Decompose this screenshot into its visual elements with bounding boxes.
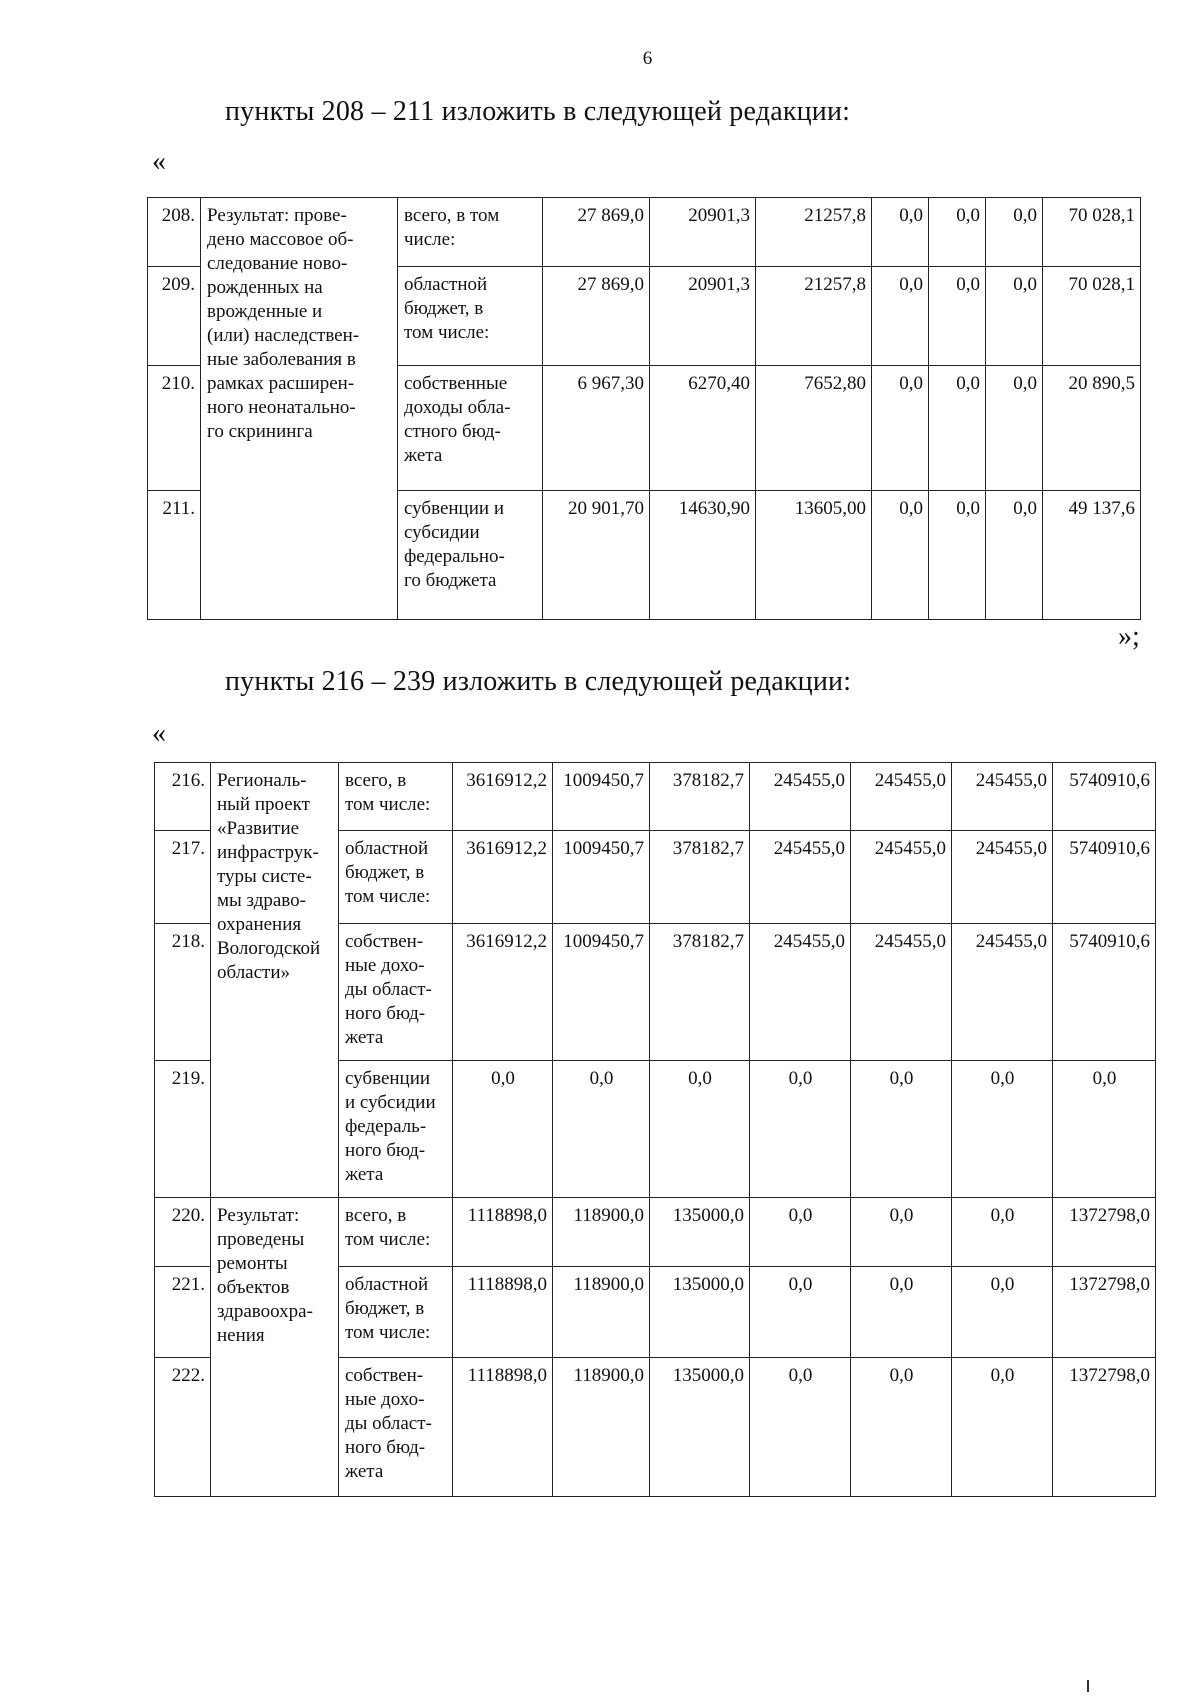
category-line: и субсидии [345, 1092, 436, 1113]
category-line: числе: [404, 229, 456, 250]
value-cell: 0,0 [650, 1061, 750, 1198]
category-line: ды област- [345, 979, 432, 1000]
category-line: всего, в [345, 1205, 407, 1226]
category-line: бюджет, в [345, 1298, 425, 1319]
description-line: Региональ- [217, 770, 307, 791]
category-line: жета [345, 1164, 384, 1185]
table-row [155, 763, 1156, 831]
row-number: 208. [148, 198, 201, 267]
value-cell: 1118898,0 [453, 1198, 553, 1267]
value-cell: 1009450,7 [553, 831, 650, 924]
value-cell: 20901,3 [650, 267, 756, 366]
value-cell: 0,0 [929, 491, 986, 620]
value-cell: 3616912,2 [453, 763, 553, 831]
value-cell: 3616912,2 [453, 831, 553, 924]
category-line: федераль- [345, 1116, 427, 1137]
value-cell: 0,0 [952, 1358, 1053, 1497]
page-edge-mark [1087, 1680, 1089, 1692]
category-line: бюджет, в [404, 298, 484, 319]
value-cell: 0,0 [952, 1198, 1053, 1267]
description-line: врожденные и [207, 301, 323, 322]
value-cell: 0,0 [986, 366, 1043, 491]
value-cell: 5740910,6 [1053, 924, 1156, 1061]
value-cell: 135000,0 [650, 1358, 750, 1497]
row-number: 210. [148, 366, 201, 491]
value-cell: 0,0 [872, 491, 929, 620]
description-line: ного неонатально- [207, 397, 356, 418]
description-line: рамках расширен- [207, 373, 355, 394]
value-cell: 0,0 [986, 267, 1043, 366]
value-cell: 1372798,0 [1053, 1267, 1156, 1358]
value-cell: 245455,0 [952, 831, 1053, 924]
description-line: следование ново- [207, 253, 348, 274]
description-line: дено массовое об- [207, 229, 354, 250]
category-line: том числе: [345, 794, 431, 815]
value-cell: 1118898,0 [453, 1358, 553, 1497]
value-cell: 0,0 [986, 198, 1043, 267]
value-cell: 378182,7 [650, 763, 750, 831]
funding-category [398, 267, 543, 366]
value-cell: 1009450,7 [553, 924, 650, 1061]
row-number: 216. [155, 763, 211, 831]
value-cell: 70 028,1 [1043, 198, 1141, 267]
description-line: области» [217, 962, 291, 983]
value-cell: 1372798,0 [1053, 1198, 1156, 1267]
category-line: ды област- [345, 1413, 432, 1434]
funding-category [398, 491, 543, 620]
value-cell: 135000,0 [650, 1267, 750, 1358]
value-cell: 20 901,70 [543, 491, 650, 620]
category-line: ного бюд- [345, 1003, 426, 1024]
category-line: субсидии [404, 522, 480, 543]
description-line: охранения [217, 914, 302, 935]
category-line: жета [345, 1461, 384, 1482]
category-line: ного бюд- [345, 1140, 426, 1161]
category-line: федерально- [404, 546, 505, 567]
value-cell: 118900,0 [553, 1267, 650, 1358]
description-line: туры систе- [217, 866, 312, 887]
row-number: 211. [148, 491, 201, 620]
section1-heading: пункты 208 – 211 изложить в следующей редакции: [225, 96, 851, 127]
value-cell: 5740910,6 [1053, 763, 1156, 831]
category-line: том числе: [345, 1229, 431, 1250]
table-row [148, 198, 1141, 267]
value-cell: 0,0 [986, 491, 1043, 620]
value-cell: 21257,8 [756, 267, 872, 366]
row-description [211, 1198, 339, 1497]
description-line: Результат: [217, 1205, 300, 1226]
value-cell: 70 028,1 [1043, 267, 1141, 366]
description-line: рожденных на [207, 277, 323, 298]
value-cell: 7652,80 [756, 366, 872, 491]
description-line: инфраструк- [217, 842, 319, 863]
value-cell: 21257,8 [756, 198, 872, 267]
funding-category [339, 924, 453, 1061]
value-cell: 1009450,7 [553, 763, 650, 831]
description-line: Вологодской [217, 938, 321, 959]
category-line: том числе: [345, 886, 431, 907]
category-line: всего, в [345, 770, 407, 791]
value-cell: 20901,3 [650, 198, 756, 267]
category-line: собственные [404, 373, 508, 394]
value-cell: 0,0 [553, 1061, 650, 1198]
value-cell: 0,0 [929, 366, 986, 491]
value-cell: 0,0 [872, 267, 929, 366]
table-items-216-222 [154, 762, 1156, 1497]
value-cell: 0,0 [952, 1061, 1053, 1198]
section2-open-quote: « [152, 718, 166, 749]
category-line: областной [345, 1274, 429, 1295]
value-cell: 20 890,5 [1043, 366, 1141, 491]
description-line: здравоохра- [217, 1301, 313, 1322]
value-cell: 27 869,0 [543, 267, 650, 366]
category-line: том числе: [404, 322, 490, 343]
value-cell: 13605,00 [756, 491, 872, 620]
funding-category [339, 1198, 453, 1267]
value-cell: 14630,90 [650, 491, 756, 620]
value-cell: 245455,0 [750, 763, 851, 831]
value-cell: 245455,0 [952, 763, 1053, 831]
row-number: 218. [155, 924, 211, 1061]
description-line: «Развитие [217, 818, 300, 839]
category-line: областной [404, 274, 488, 295]
row-number: 222. [155, 1358, 211, 1497]
value-cell: 245455,0 [851, 924, 952, 1061]
description-line: го скрининга [207, 421, 313, 442]
value-cell: 0,0 [851, 1198, 952, 1267]
row-number: 219. [155, 1061, 211, 1198]
value-cell: 3616912,2 [453, 924, 553, 1061]
value-cell: 245455,0 [851, 763, 952, 831]
value-cell: 0,0 [851, 1358, 952, 1497]
description-line: ные заболевания в [207, 349, 356, 370]
funding-category [398, 366, 543, 491]
description-line: (или) наследствен- [207, 325, 360, 346]
category-line: собствен- [345, 931, 424, 952]
category-line: ные дохо- [345, 955, 425, 976]
category-line: субвенции [345, 1068, 431, 1089]
section1-open-quote: « [152, 146, 166, 177]
value-cell: 378182,7 [650, 924, 750, 1061]
table-row [155, 1198, 1156, 1267]
description-line: ный проект [217, 794, 310, 815]
category-line: том числе: [345, 1322, 431, 1343]
category-line: субвенции и [404, 498, 504, 519]
funding-category [339, 1358, 453, 1497]
description-line: мы здраво- [217, 890, 306, 911]
description-line: нения [217, 1325, 265, 1346]
value-cell: 378182,7 [650, 831, 750, 924]
category-line: собствен- [345, 1365, 424, 1386]
category-line: бюджет, в [345, 862, 425, 883]
value-cell: 0,0 [929, 267, 986, 366]
row-number: 221. [155, 1267, 211, 1358]
value-cell: 0,0 [851, 1061, 952, 1198]
value-cell: 118900,0 [553, 1358, 650, 1497]
category-line: областной [345, 838, 429, 859]
value-cell: 118900,0 [553, 1198, 650, 1267]
funding-category [339, 1267, 453, 1358]
section2-heading: пункты 216 – 239 изложить в следующей редакции: [225, 666, 852, 697]
value-cell: 245455,0 [851, 831, 952, 924]
description-line: объектов [217, 1277, 290, 1298]
row-number: 209. [148, 267, 201, 366]
value-cell: 245455,0 [750, 924, 851, 1061]
row-description [211, 763, 339, 1198]
table-items-208-211 [147, 197, 1141, 620]
category-line: всего, в том [404, 205, 500, 226]
value-cell: 0,0 [929, 198, 986, 267]
value-cell: 245455,0 [952, 924, 1053, 1061]
value-cell: 0,0 [1053, 1061, 1156, 1198]
value-cell: 27 869,0 [543, 198, 650, 267]
value-cell: 6 967,30 [543, 366, 650, 491]
value-cell: 135000,0 [650, 1198, 750, 1267]
value-cell: 0,0 [750, 1198, 851, 1267]
category-line: ного бюд- [345, 1437, 426, 1458]
funding-category [339, 1061, 453, 1198]
category-line: го бюджета [404, 570, 497, 591]
value-cell: 0,0 [872, 366, 929, 491]
funding-category [398, 198, 543, 267]
value-cell: 0,0 [750, 1061, 851, 1198]
row-number: 217. [155, 831, 211, 924]
value-cell: 6270,40 [650, 366, 756, 491]
section1-close-quote: »; [1118, 621, 1140, 652]
category-line: ные дохо- [345, 1389, 425, 1410]
value-cell: 1118898,0 [453, 1267, 553, 1358]
value-cell: 0,0 [750, 1358, 851, 1497]
value-cell: 0,0 [453, 1061, 553, 1198]
value-cell: 245455,0 [750, 831, 851, 924]
value-cell: 0,0 [851, 1267, 952, 1358]
value-cell: 5740910,6 [1053, 831, 1156, 924]
value-cell: 49 137,6 [1043, 491, 1141, 620]
row-number: 220. [155, 1198, 211, 1267]
category-line: жета [404, 445, 443, 466]
row-description [201, 198, 398, 620]
description-line: проведены [217, 1229, 305, 1250]
value-cell: 1372798,0 [1053, 1358, 1156, 1497]
funding-category [339, 831, 453, 924]
category-line: жета [345, 1027, 384, 1048]
category-line: доходы обла- [404, 397, 511, 418]
category-line: стного бюд- [404, 421, 501, 442]
page-number: 6 [642, 48, 653, 69]
value-cell: 0,0 [750, 1267, 851, 1358]
value-cell: 0,0 [872, 198, 929, 267]
description-line: Результат: прове- [207, 205, 347, 226]
value-cell: 0,0 [952, 1267, 1053, 1358]
description-line: ремонты [217, 1253, 288, 1274]
funding-category [339, 763, 453, 831]
